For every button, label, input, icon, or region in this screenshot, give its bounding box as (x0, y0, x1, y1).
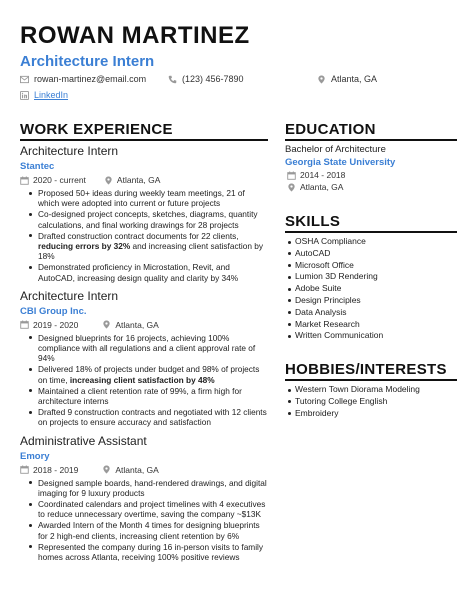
job-bullet: Coordinated calendars and project timelines with 4 executives to reduce unnecessary overtime, saving the company ~$13K (20, 499, 268, 519)
calendar-icon (20, 176, 29, 185)
job-meta (20, 464, 268, 476)
contact-phone[interactable]: (123) 456-7890 (168, 74, 244, 84)
job-entry (20, 144, 268, 283)
job-bullet: Maintained a client retention rate of 99%, a firm high for architecture interns (20, 386, 268, 406)
skills-heading: SKILLS (285, 213, 341, 230)
calendar-icon (20, 465, 29, 474)
phone-icon (168, 75, 177, 84)
linkedin-icon (20, 91, 29, 100)
job-bullet: Co-designed project concepts, sketches, diagrams, quantity calculations, and final working drawings for 28 projects (20, 209, 268, 229)
job-location: Atlanta, GA (115, 319, 159, 330)
skill-item: Adobe Suite (285, 283, 457, 295)
skills-list (285, 236, 457, 342)
education-dates: 2014 - 2018 (285, 169, 457, 181)
job-dates: 2019 - 2020 (33, 319, 79, 330)
company-name: Emory (20, 450, 50, 462)
job-title: Architecture Intern (20, 144, 119, 158)
job-bullet: Designed sample boards, hand-rendered drawings, and digital imaging for 9 luxury products (20, 478, 268, 498)
skill-item: OSHA Compliance (285, 236, 457, 248)
location-pin-icon (104, 176, 113, 185)
candidate-title: Architecture Intern (20, 53, 155, 70)
job-bullet: Demonstrated proficiency in Microstation, Revit, and AutoCAD, increasing design quality and clarity by 34% (20, 262, 268, 282)
location-pin-icon (102, 465, 111, 474)
contact-location: Atlanta, GA (317, 74, 377, 84)
degree: Bachelor of Architecture (285, 144, 386, 155)
job-dates: 2020 - current (33, 175, 86, 185)
job-location: Atlanta, GA (115, 464, 159, 475)
hobbies-list (285, 384, 457, 419)
job-bullet: Represented the company during 16 in-person visits to family homes across Atlanta, receiving 100% positive reviews (20, 542, 268, 562)
job-bullet: Awarded Intern of the Month 4 times for designing blueprints for 2 high-end clients, increasing client retention by 6% (20, 520, 268, 540)
skill-item: Microsoft Office (285, 260, 457, 272)
job-bullet: Designed blueprints for 16 projects, achieving 100% compliance with all regulations and a client approval rate of 94% (20, 333, 268, 364)
job-bullet: Proposed 50+ ideas during weekly team meetings, 21 of which were adopted into current or future projects (20, 188, 268, 208)
job-entry (20, 289, 268, 428)
candidate-name: ROWAN MARTINEZ (20, 22, 250, 49)
contact-email[interactable]: rowan-martinez@email.com (20, 74, 146, 84)
section-divider (285, 139, 457, 141)
location-pin-icon (287, 183, 296, 192)
company-name: CBI Group Inc. (20, 305, 87, 317)
hobby-item: Tutoring College English (285, 396, 457, 408)
skill-item: Data Analysis (285, 307, 457, 319)
job-meta (20, 174, 268, 186)
job-dates: 2018 - 2019 (33, 464, 79, 475)
company-name: Stantec (20, 161, 55, 172)
contact-linkedin[interactable] (20, 90, 68, 100)
skill-item: Market Research (285, 319, 457, 331)
work-experience-heading: WORK EXPERIENCE (20, 121, 173, 138)
calendar-icon (287, 171, 296, 180)
calendar-icon (20, 320, 29, 329)
linkedin-link[interactable]: LinkedIn (34, 90, 69, 100)
hobbies-heading: HOBBIES/INTERESTS (285, 361, 447, 378)
location-pin-icon (317, 75, 326, 84)
location-pin-icon (102, 320, 111, 329)
job-location: Atlanta, GA (116, 175, 161, 185)
education-heading: EDUCATION (285, 121, 376, 138)
section-divider (285, 231, 457, 233)
job-bullet: Delivered 18% of projects under budget and 98% of projects on time, increasing client satisfaction by 48% (20, 364, 268, 384)
job-meta (20, 319, 268, 331)
education-entry (285, 144, 457, 193)
job-title: Administrative Assistant (20, 433, 147, 448)
skill-item: Design Principles (285, 295, 457, 307)
hobby-item: Western Town Diorama Modeling (285, 384, 457, 396)
job-bullet: Drafted construction contract documents for 22 clients, reducing errors by 32% and increasing client satisfaction by 18% (20, 231, 268, 262)
section-divider (20, 139, 268, 141)
skill-item: AutoCAD (285, 248, 457, 260)
skill-item: Lumion 3D Rendering (285, 271, 457, 283)
school-name: Georgia State University (285, 157, 396, 168)
job-entry (20, 434, 268, 563)
section-divider (285, 379, 457, 381)
job-bullet: Drafted 9 construction contracts and negotiated with 12 clients on projects to ensure accuracy and satisfaction (20, 407, 268, 427)
job-title: Architecture Intern (20, 288, 119, 303)
envelope-icon (20, 75, 29, 84)
skill-item: Written Communication (285, 330, 457, 342)
resume-header (20, 22, 250, 72)
hobby-item: Embroidery (285, 408, 457, 420)
work-experience-list (20, 144, 268, 568)
education-location: Atlanta, GA (285, 181, 457, 193)
